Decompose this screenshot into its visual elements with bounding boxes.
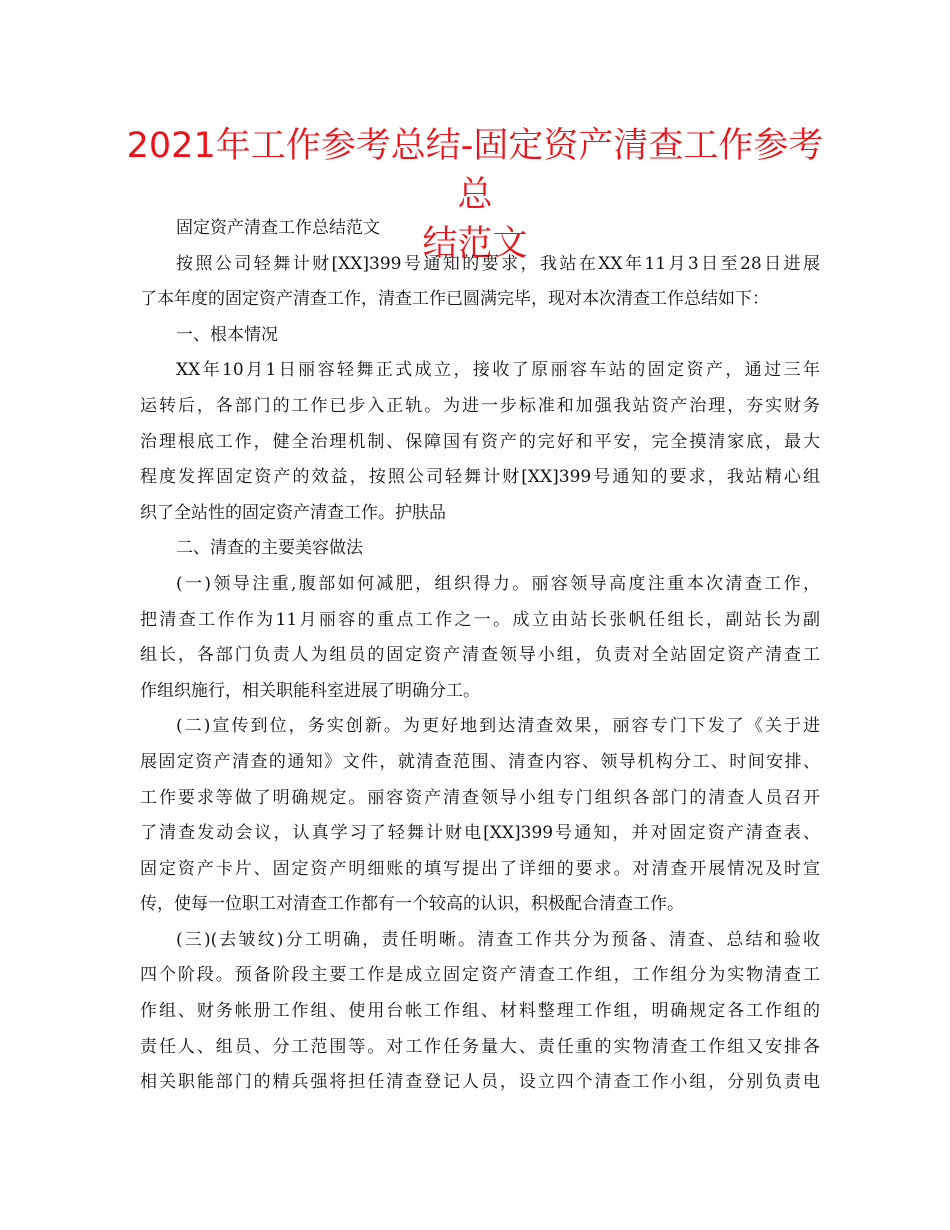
title-line-1: 2021年工作参考总结-固定资产清查工作参考总 [126,126,824,215]
body-line: 作组织施行，相关职能科室进展了明确分工。 [140,680,480,701]
body-line: 展固定资产清查的通知》文件，就清查范围、清查内容、领导机构分工、时间安排、 [140,751,820,772]
body-line: 责任人、组员、分工范围等。对工作任务量大、责任重的实物清查工作组又安排各 [140,1036,820,1057]
body-line: 织了全站性的固定资产清查工作。护肤品 [140,502,446,523]
body-line: (二)宣传到位，务实创新。为更好地到达清查效果，丽容专门下发了《关于进 [176,716,820,737]
body-line: 运转后，各部门的工作已步入正轨。为进一步标准和加强我站资产治理，夯实财务 [140,395,820,416]
body-line: 工作要求等做了明确规定。丽容资产清查领导小组专门组织各部门的清查人员召开 [140,787,820,808]
body-line: 作组、财务帐册工作组、使用台帐工作组、材料整理工作组，明确规定各工作组的 [140,1001,820,1022]
body-line: (一)领导注重,腹部如何减肥，组织得力。丽容领导高度注重本次清查工作， [176,573,820,594]
body-line: 四个阶段。预备阶段主要工作是成立固定资产清查工作组，工作组分为实物清查工 [140,965,820,986]
body-line: 把清查工作作为11月丽容的重点工作之一。成立由站长张帆任组长，副站长为副 [140,609,820,630]
body-line: 相关职能部门的精兵强将担任清查登记人员，设立四个清查工作小组，分别负责电 [140,1072,820,1093]
body-line: 按照公司轻舞计财[XX]399号通知的要求，我站在XX年11月3日至28日进展 [176,253,820,274]
body-line: 程度发挥固定资产的效益，按照公司轻舞计财[XX]399号通知的要求，我站精心组 [140,467,820,488]
title-line-2: 结范文 [422,224,528,264]
document-body [140,211,820,1101]
body-line: 了本年度的固定资产清查工作，清查工作已圆满完毕，现对本次清查工作总结如下： [140,289,769,310]
body-line: 治理根底工作，健全治理机制、保障国有资产的完好和平安，完全摸清家底，最大 [140,431,820,452]
body-line: 二、清查的主要美容做法 [176,538,363,559]
body-line: 了清查发动会议，认真学习了轻舞计财电[XX]399号通知，并对固定资产清查表、 [140,823,820,844]
body-line: 组长，各部门负责人为组员的固定资产清查领导小组，负责对全站固定资产清查工 [140,645,820,666]
body-line: 固定资产清查工作总结范文 [176,218,380,238]
body-line: 传，使每一位职工对清查工作都有一个较高的认识，积极配合清查工作。 [140,894,684,915]
body-line: 固定资产卡片、固定资产明细账的填写提出了详细的要求。对清查开展情况及时宣 [140,858,820,879]
body-line: 一、根本情况 [176,324,278,345]
body-line: (三)(去皱纹)分工明确，责任明晰。清查工作共分为预备、清查、总结和验收 [176,929,820,950]
body-line: XX年10月1日丽容轻舞正式成立，接收了原丽容车站的固定资产，通过三年 [176,360,820,381]
